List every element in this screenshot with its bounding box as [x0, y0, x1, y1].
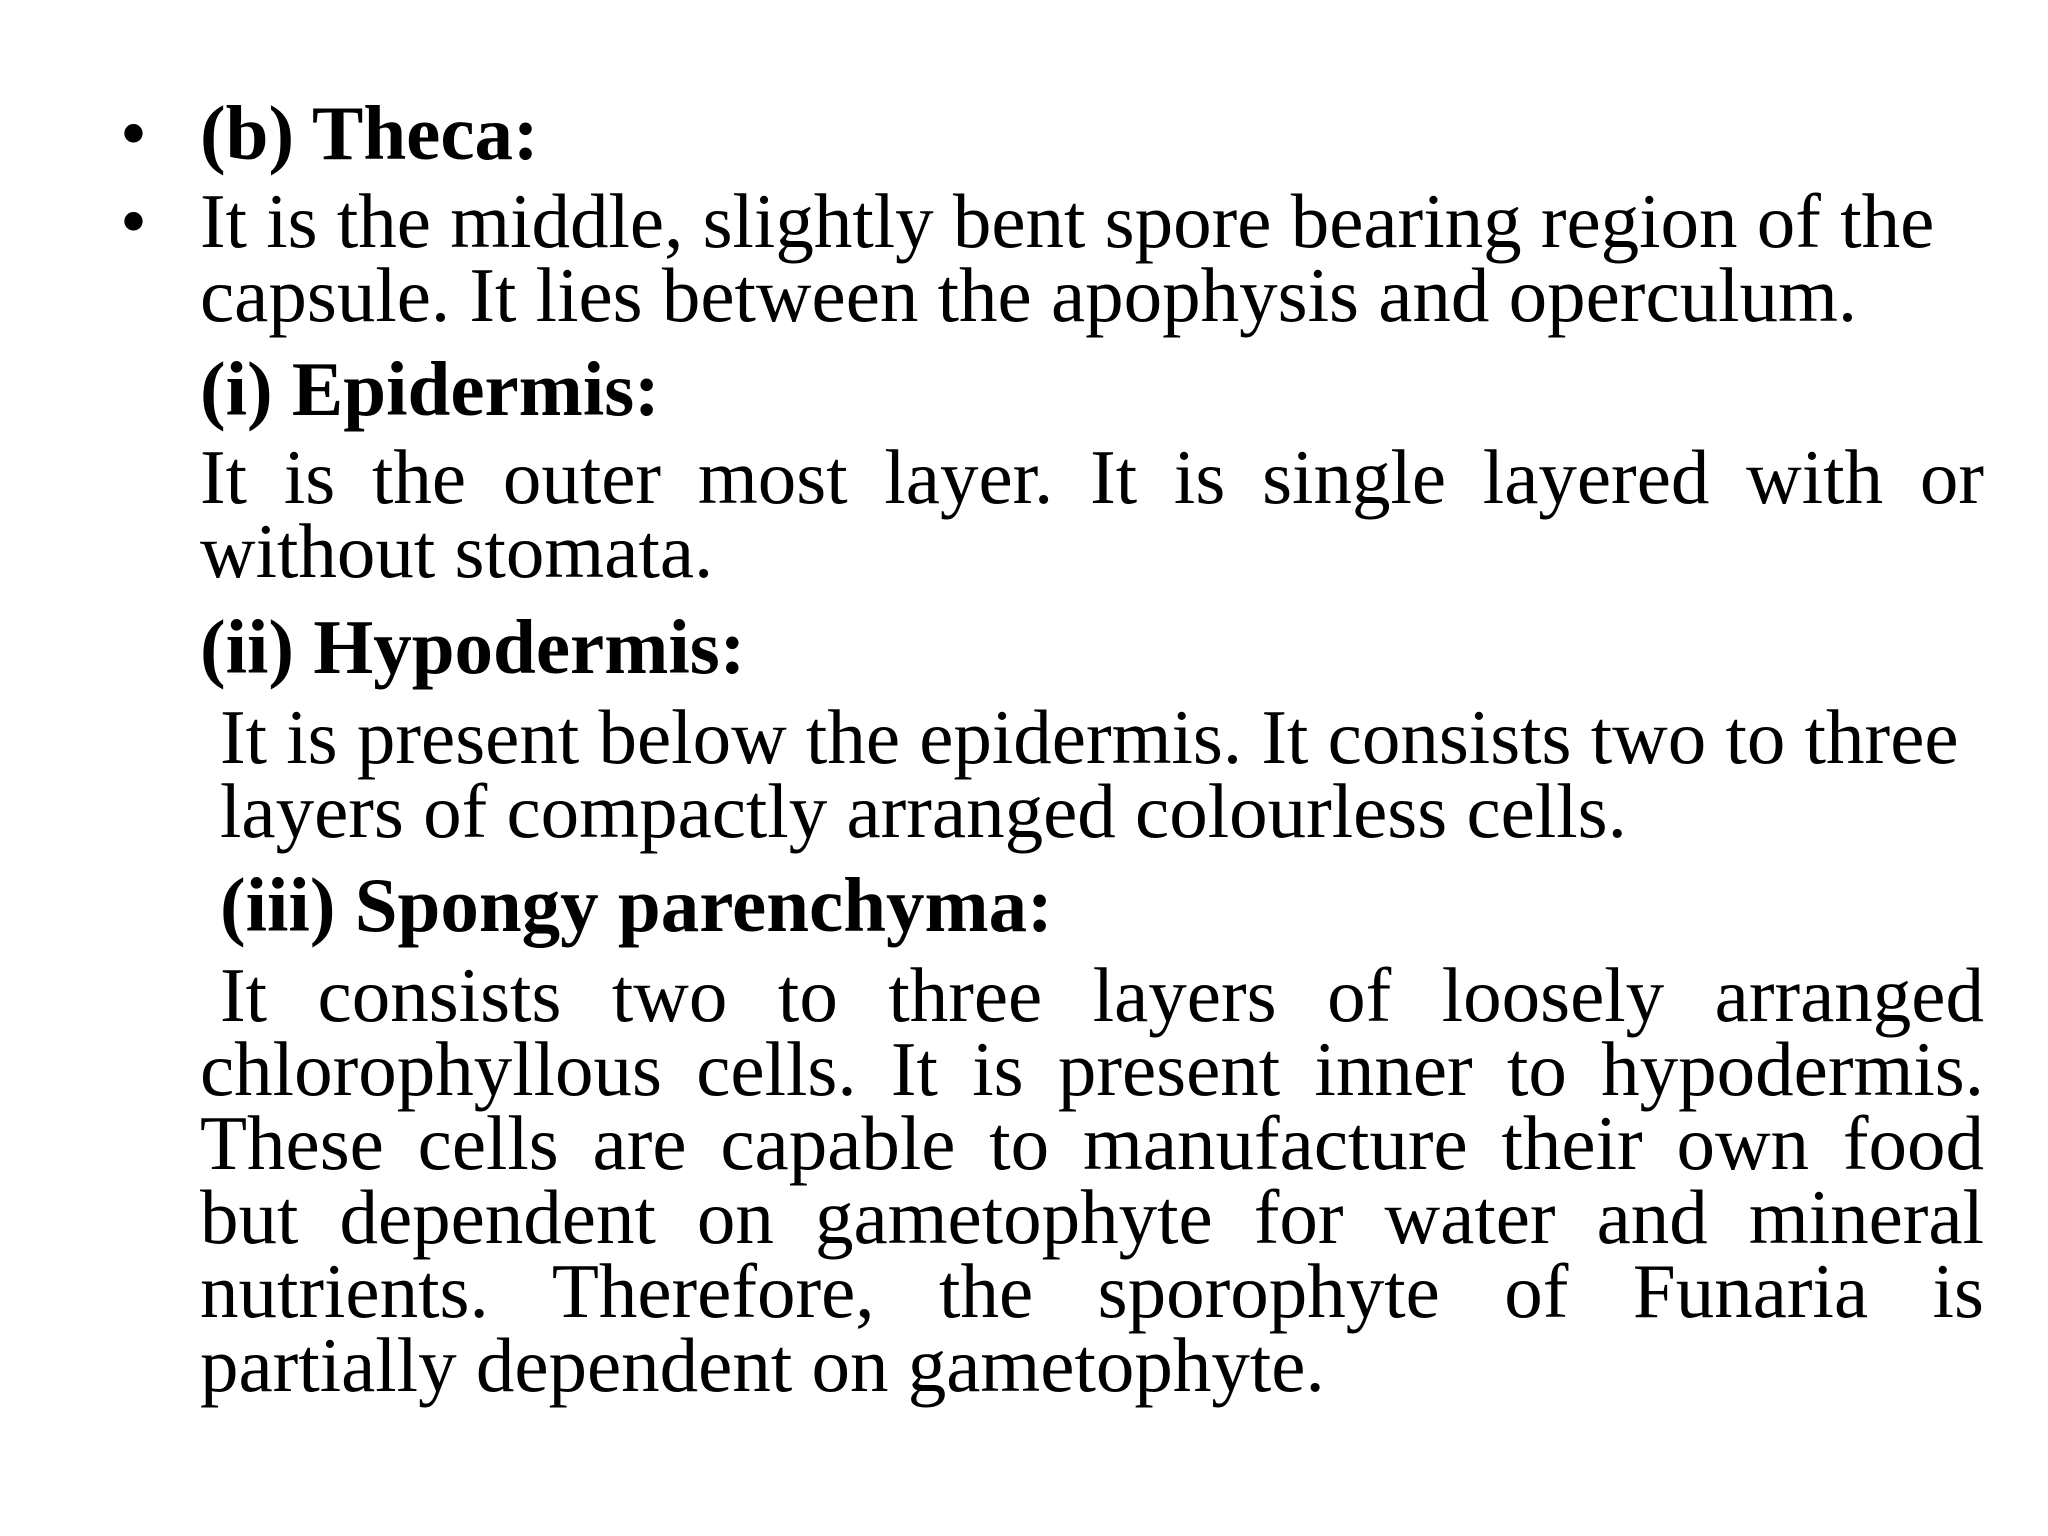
spongy-parenchyma-body: It consists two to three layers of loosely arranged chlorophyllous cells. It is present inner to hypodermis. These cells are capable to manufacture their own food but dependent on gametophyte for water and mineral nutrients. Therefore, the sporophyte of Funaria is partially dependent on gametophyte.	[200, 952, 1984, 1408]
hypodermis-body: It is present below the epidermis. It consists two to three layers of compactly arranged colourless cells.	[220, 694, 1959, 854]
theca-heading: (b) Theca:	[200, 90, 539, 176]
epidermis-title: (i) Epidermis:	[200, 346, 660, 432]
epidermis-body: It is the outer most layer. It is single layered with or without stomata.	[200, 434, 1984, 594]
bullet-marker: •	[120, 178, 147, 264]
theca-intro: It is the middle, slightly bent spore bearing region of the capsule. It lies between the apophysis and operculum.	[200, 178, 1935, 338]
hypodermis-title: (ii) Hypodermis:	[200, 604, 746, 690]
spongy-parenchyma-title: (iii) Spongy parenchyma:	[220, 862, 1053, 948]
bullet-marker: •	[120, 90, 147, 176]
